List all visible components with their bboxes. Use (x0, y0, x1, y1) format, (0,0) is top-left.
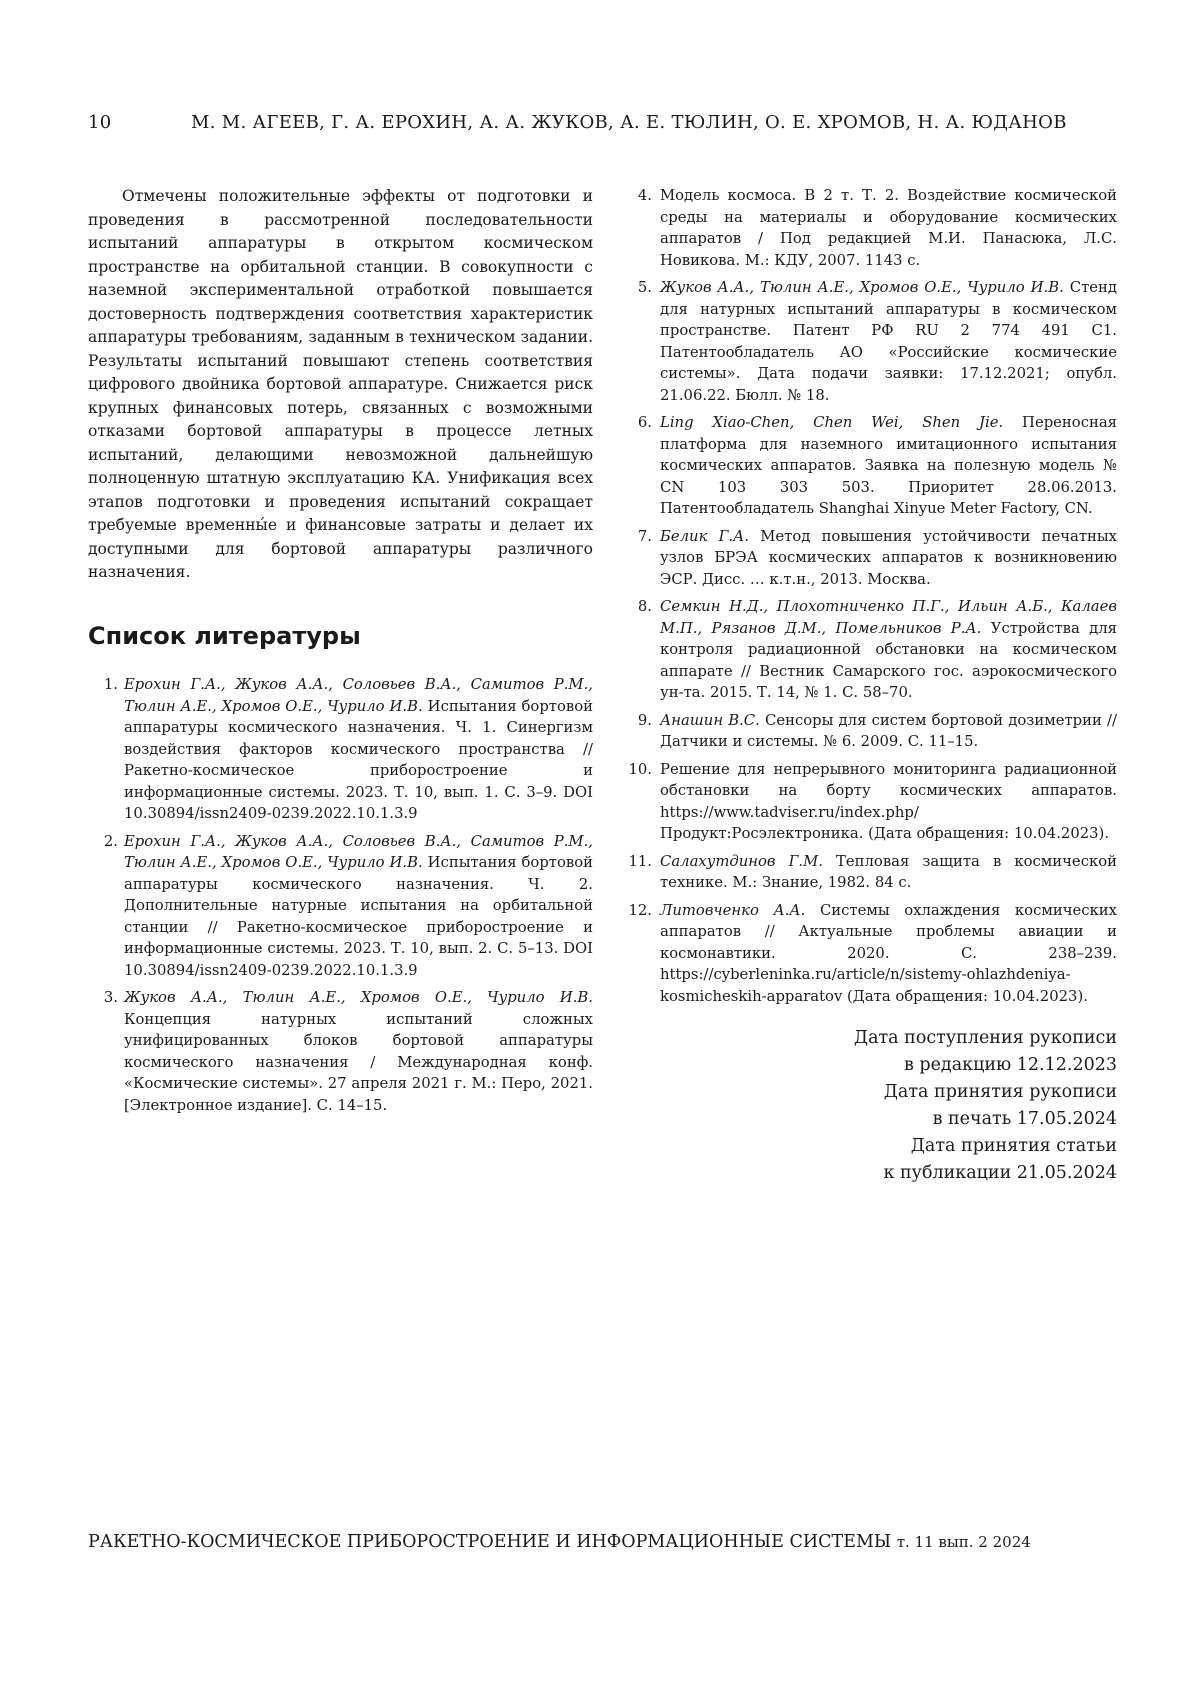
reference-text: Решение для непрерывного мониторинга радиационной обстановки на борту космических аппаратов. https://www.tadviser.ru/index.php/Продукт:Росэлектроника. (Дата обращения: 10.04.2023). (660, 760, 1117, 842)
reference-number: 9. (637, 711, 652, 729)
reference-number: 4. (637, 187, 652, 204)
reference-text: Модель космоса. В 2 т. Т. 2. Воздействие космической среды на материалы и оборудование космических аппаратов / Под редакцией М.И. Панасюка, Л.С. Новикова. М.: КДУ, 2007. 1143 с. (660, 187, 1117, 269)
reference-text: Испытания бортовой аппаратуры космического назначения. Ч. 2. Дополнительные натурные испытания на орбитальной станции // Ракетно-космическое приборостроение и информационные системы. 2023. Т. 10, вып. 2. С. 5–13. DOI 10.30894/issn2409-0239.2022.10.1.3.9 (124, 854, 593, 979)
date-line: в редакцию 12.12.2023 (903, 1055, 1117, 1075)
page-number: 10 (88, 112, 112, 133)
reference-text: Устройства для контроля радиационной обстановки на космическом аппарате // Вестник Самарского гос. аэрокосмического ун-та. 2015. Т. 14, № 1. С. 58–70. (660, 619, 1117, 701)
reference-item (622, 526, 1117, 591)
reference-text: Сенсоры для систем бортовой дозиметрии // Датчики и системы. № 6. 2009. С. 11–15. (660, 711, 1117, 750)
reference-item (88, 987, 593, 1116)
reference-list-left (88, 674, 593, 1116)
running-head-authors: М. М. АГЕЕВ, Г. А. ЕРОХИН, А. А. ЖУКОВ, А. Е. ТЮЛИН, О. Е. ХРОМОВ, Н. А. ЮДАНОВ (191, 112, 1067, 133)
reference-item (622, 412, 1117, 520)
reference-authors: Анашин В.С. (660, 711, 760, 729)
right-column (622, 185, 1117, 1187)
reference-authors: Жуков А.А., Тюлин А.Е., Хромов О.Е., Чурило И.В. (124, 989, 593, 1006)
reference-authors: Ерохин Г.А., Жуков А.А., Соловьев В.А., Самитов Р.М., Тюлин А.Е., Хромов О.Е., Чурило И.В. (124, 676, 593, 715)
journal-name: РАКЕТНО-КОСМИЧЕСКОЕ ПРИБОРОСТРОЕНИЕ И ИНФОРМАЦИОННЫЕ СИСТЕМЫ (88, 1532, 892, 1552)
reference-authors: Семкин Н.Д., Плохотниченко П.Г., Ильин А.Б., Калаев М.П., Рязанов Д.М., Помельников Р.А. (660, 598, 1117, 637)
reference-number: 1. (103, 676, 118, 693)
reference-number: 11. (628, 852, 652, 870)
reference-item (88, 831, 593, 982)
reference-text: Стенд для натурных испытаний аппаратуры в космическом пространстве. Патент РФ RU 2 774 491 C1. Патентообладатель АО «Российские космические системы». Дата подачи заявки: 17.12.2021; опубл. 21.06.22. Бюлл. № 18. (660, 279, 1117, 404)
reference-text: Метод повышения устойчивости печатных узлов БРЭА космических аппаратов к возникновению ЭСР. Дисс. … к.т.н., 2013. Москва. (660, 527, 1117, 588)
reference-text: Испытания бортовой аппаратуры космического назначения. Ч. 1. Синергизм воздействия факторов космического пространства // Ракетно-космическое приборостроение и информационные системы. 2023. Т. 10, вып. 1. С. 3–9. DOI 10.30894/issn2409-0239.2022.10.1.3.9 (124, 697, 593, 822)
date-line: Дата поступления рукописи (853, 1028, 1117, 1048)
reference-list-right (622, 185, 1117, 1007)
date-line: Дата принятия статьи (910, 1136, 1117, 1156)
reference-authors: Жуков А.А., Тюлин А.Е., Хромов О.Е., Чурило И.В. (660, 279, 1064, 296)
reference-item (622, 185, 1117, 271)
reference-authors: Белик Г.А. (660, 527, 750, 545)
references-heading: Список литературы (88, 621, 361, 650)
reference-authors: Литовченко А.А. (660, 901, 806, 919)
reference-item (622, 596, 1117, 704)
date-line: к публикации 21.05.2024 (883, 1163, 1117, 1183)
reference-number: 10. (628, 760, 652, 778)
reference-authors: Ерохин Г.А., Жуков А.А., Соловьев В.А., Самитов Р.М., Тюлин А.Е., Хромов О.Е., Чурило И.В. (124, 832, 593, 871)
reference-number: 3. (103, 989, 118, 1006)
reference-number: 6. (637, 414, 652, 431)
manuscript-dates (622, 1025, 1117, 1187)
reference-item (88, 674, 593, 825)
reference-authors: Ling Xiao-Chen, Chen Wei, Shen Jie. (660, 414, 1004, 431)
reference-text: Тепловая защита в космической технике. М.: Знание, 1982. 84 с. (660, 852, 1117, 891)
reference-text: Концепция натурных испытаний сложных унифицированных блоков бортовой аппаратуры космического назначения / Международная конф. «Космические системы». 27 апреля 2021 г. М.: Перо, 2021. [Электронное издание]. С. 14–15. (124, 1010, 593, 1114)
reference-number: 12. (628, 901, 652, 919)
reference-number: 8. (637, 598, 652, 615)
reference-number: 2. (103, 832, 118, 850)
reference-item (622, 759, 1117, 845)
reference-item (622, 900, 1117, 1008)
reference-number: 7. (637, 527, 652, 545)
reference-text: Системы охлаждения космических аппаратов // Актуальные проблемы авиации и космонавтики. 2020. С. 238–239. https://cyberleninka.ru/article/n/sistemy-ohlazhdeniya-kosmicheskih-apparatov (Дата обращения: 10.04.2023). (660, 901, 1118, 1005)
reference-text: Переносная платформа для наземного имитационного испытания космических аппаратов. Заявка на полезную модель № CN 103 303 503. Приоритет 28.06.2013. Патентообладатель Shanghai Xinyue Meter Factory, CN. (660, 414, 1118, 517)
conclusion-paragraph: Отмечены положительные эффекты от подготовки и проведения в рассмотренной последовательности испытаний аппаратуры в открытом космическом пространстве на орбитальной станции. В совокупности с наземной экспериментальной отработкой повышается достоверность подтверждения соответствия характеристик аппаратуры требованиям, заданным в техническом задании. Результаты испытаний повышают степень соответствия цифрового двойника бортовой аппаратуре. Снижается риск крупных финансовых потерь, связанных с возможными отказами бортовой аппаратуры в процессе летных испытаний, делающими невозможной дальнейшую полноценную штатную эксплуатацию КА. Унификация всех этапов подготовки и проведения испытаний сокращает требуемые временны́е и финансовые затраты и делает их доступными для бортовой аппаратуры различного назначения. (88, 187, 593, 581)
reference-number: 5. (637, 279, 652, 296)
issue-info: т. 11 вып. 2 2024 (896, 1533, 1031, 1551)
reference-item (622, 277, 1117, 406)
left-column (88, 185, 593, 1122)
page-footer (88, 1532, 1098, 1552)
date-line: Дата принятия рукописи (883, 1082, 1117, 1102)
reference-item (622, 851, 1117, 894)
date-line: в печать 17.05.2024 (932, 1109, 1117, 1129)
reference-authors: Салахутдинов Г.М. (660, 852, 823, 870)
reference-item (622, 710, 1117, 753)
